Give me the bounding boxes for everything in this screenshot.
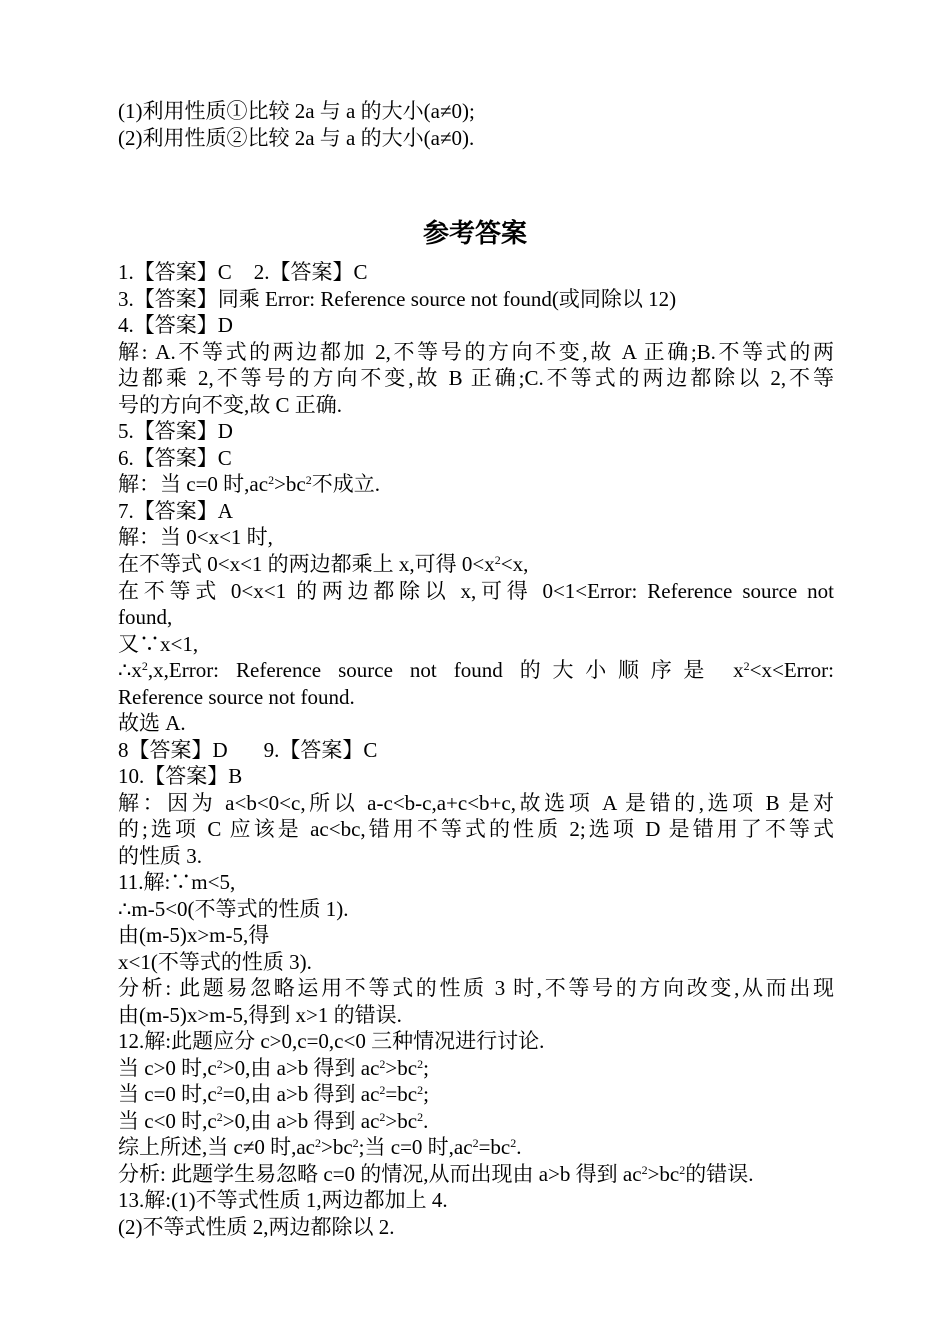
answer-9: 9.【答案】C xyxy=(263,738,378,762)
text-run: >bc xyxy=(321,1135,353,1159)
explanation-line: ∴m-5<0(不等式的性质 1). xyxy=(118,897,349,921)
text-run: >0,由 a>b 得到 ac xyxy=(222,1056,380,1080)
explanation-line: Reference source not found. xyxy=(118,685,355,709)
explanation-line: 边都乘 2,不等号的方向不变,故 B 正确;C.不等式的两边都除以 2,不等 xyxy=(118,366,834,390)
text-run: >bc xyxy=(274,472,306,496)
text-run: ; xyxy=(423,1082,429,1106)
explanation-line: 由(m-5)x>m-5,得到 x>1 的错误. xyxy=(118,1003,402,1027)
intro-line-2: (2)利用性质②比较 2a 与 a 的大小(a≠0). xyxy=(118,126,475,150)
text-run: . xyxy=(516,1135,522,1159)
answer-10: 10.【答案】B xyxy=(118,764,243,788)
explanation-line xyxy=(118,1055,834,1081)
text-run: >bc xyxy=(385,1056,418,1080)
superscript: 2 xyxy=(141,659,148,673)
text-run: 当 c>0 时,c xyxy=(118,1056,217,1080)
text-run: >bc xyxy=(647,1162,680,1186)
answer-line xyxy=(118,737,834,763)
superscript: 2 xyxy=(315,1136,321,1150)
explanation-line xyxy=(118,1161,834,1187)
explanation-line xyxy=(118,1081,834,1107)
superscript: 2 xyxy=(494,553,501,567)
explanation-line: 解：当 0<x<1 时, xyxy=(118,525,273,549)
text-run: 不成立. xyxy=(311,472,380,496)
superscript: 2 xyxy=(352,1136,359,1150)
explanation-line xyxy=(118,657,834,683)
text-run: . xyxy=(423,1109,429,1133)
text-run: ,x,Error: Reference source not found 的大小顺序是 x xyxy=(147,658,744,682)
explanation-line xyxy=(118,1108,834,1134)
superscript: 2 xyxy=(641,1163,648,1177)
answer-6: 6.【答案】C xyxy=(118,446,232,470)
intro-line-1: (1)利用性质①比较 2a 与 a 的大小(a≠0); xyxy=(118,99,475,123)
superscript: 2 xyxy=(216,1110,223,1124)
text-run: 在不等式 0<x<1 的两边都乘上 x,可得 0<x xyxy=(118,552,495,576)
text-run: ;当 c=0 时,ac xyxy=(358,1135,473,1159)
text-run: 解：当 c=0 时,ac xyxy=(118,472,269,496)
superscript: 2 xyxy=(379,1057,386,1071)
text-run: =bc xyxy=(385,1082,418,1106)
explanation-line: (2)不等式性质 2,两边都除以 2. xyxy=(118,1215,395,1239)
explanation-line: 又∵x<1, xyxy=(118,632,199,656)
answer-3: 3.【答案】同乘 Error: Reference source not found(或同除以 12) xyxy=(118,287,677,311)
text-run: <x<Error: xyxy=(749,658,834,682)
superscript: 2 xyxy=(472,1136,479,1150)
superscript: 2 xyxy=(379,1083,386,1097)
superscript: 2 xyxy=(510,1136,517,1150)
text-run: ; xyxy=(423,1056,429,1080)
answer-5: 5.【答案】D xyxy=(118,419,233,443)
superscript: 2 xyxy=(417,1110,424,1124)
explanation-line: 解：因为 a<b<0<c,所以 a-c<b-c,a+c<b+c,故选项 A 是错的,选项 B 是对 xyxy=(118,791,834,815)
superscript: 2 xyxy=(216,1083,223,1097)
explanation-line xyxy=(118,471,834,497)
text-run: 分析: 此题学生易忽略 c=0 的情况,从而出现由 a>b 得到 ac xyxy=(118,1162,642,1186)
superscript: 2 xyxy=(216,1057,223,1071)
answer-13: 13.解:(1)不等式性质 1,两边都加上 4. xyxy=(118,1188,448,1212)
explanation-line: 号的方向不变,故 C 正确. xyxy=(118,393,343,417)
superscript: 2 xyxy=(743,659,750,673)
answer-11: 11.解:∵m<5, xyxy=(118,870,236,894)
explanation-line: 的性质 3. xyxy=(118,844,202,868)
explanation-line: x<1(不等式的性质 3). xyxy=(118,950,312,974)
page-title: 参考答案 xyxy=(422,219,527,249)
superscript: 2 xyxy=(417,1083,424,1097)
text-run: 的错误. xyxy=(685,1162,754,1186)
explanation-line xyxy=(118,1134,834,1160)
answer-line xyxy=(118,259,834,285)
text-run: 综上所述,当 c≠0 时,ac xyxy=(118,1135,315,1159)
answer-8: 8【答案】D xyxy=(118,738,228,762)
explanation-line: 解: A.不等式的两边都加 2,不等号的方向不变,故 A 正确;B.不等式的两 xyxy=(118,340,834,364)
explanation-line: 分析: 此题易忽略运用不等式的性质 3 时,不等号的方向改变,从而出现 xyxy=(118,976,834,1000)
superscript: 2 xyxy=(679,1163,686,1177)
text-run: =bc xyxy=(478,1135,511,1159)
superscript: 2 xyxy=(268,473,275,487)
answer-2: 2.【答案】C xyxy=(253,260,368,284)
explanation-line: 在不等式 0<x<1 的两边都除以 x,可得 0<1<Error: Reference source not xyxy=(118,579,834,603)
superscript: 2 xyxy=(417,1057,424,1071)
text-run: <x, xyxy=(500,552,529,576)
superscript: 2 xyxy=(305,473,312,487)
explanation-line: 由(m-5)x>m-5,得 xyxy=(118,923,270,947)
explanation-line: 故选 A. xyxy=(118,711,186,735)
text-run: 当 c=0 时,c xyxy=(118,1082,217,1106)
explanation-line: 的;选项 C 应该是 ac<bc,错用不等式的性质 2;选项 D 是错用了不等式 xyxy=(118,817,834,841)
explanation-line: found, xyxy=(118,605,173,629)
text-run: >0,由 a>b 得到 ac xyxy=(222,1109,380,1133)
answer-4: 4.【答案】D xyxy=(118,313,233,337)
explanation-line xyxy=(118,551,834,577)
text-run: =0,由 a>b 得到 ac xyxy=(222,1082,380,1106)
answer-12: 12.解:此题应分 c>0,c=0,c<0 三种情况进行讨论. xyxy=(118,1029,545,1053)
text-run: 当 c<0 时,c xyxy=(118,1109,217,1133)
text-run: ∴x xyxy=(118,658,142,682)
answer-7: 7.【答案】A xyxy=(118,499,233,523)
text-run: >bc xyxy=(385,1109,418,1133)
superscript: 2 xyxy=(379,1110,386,1124)
answer-1: 1.【答案】C xyxy=(118,260,232,284)
